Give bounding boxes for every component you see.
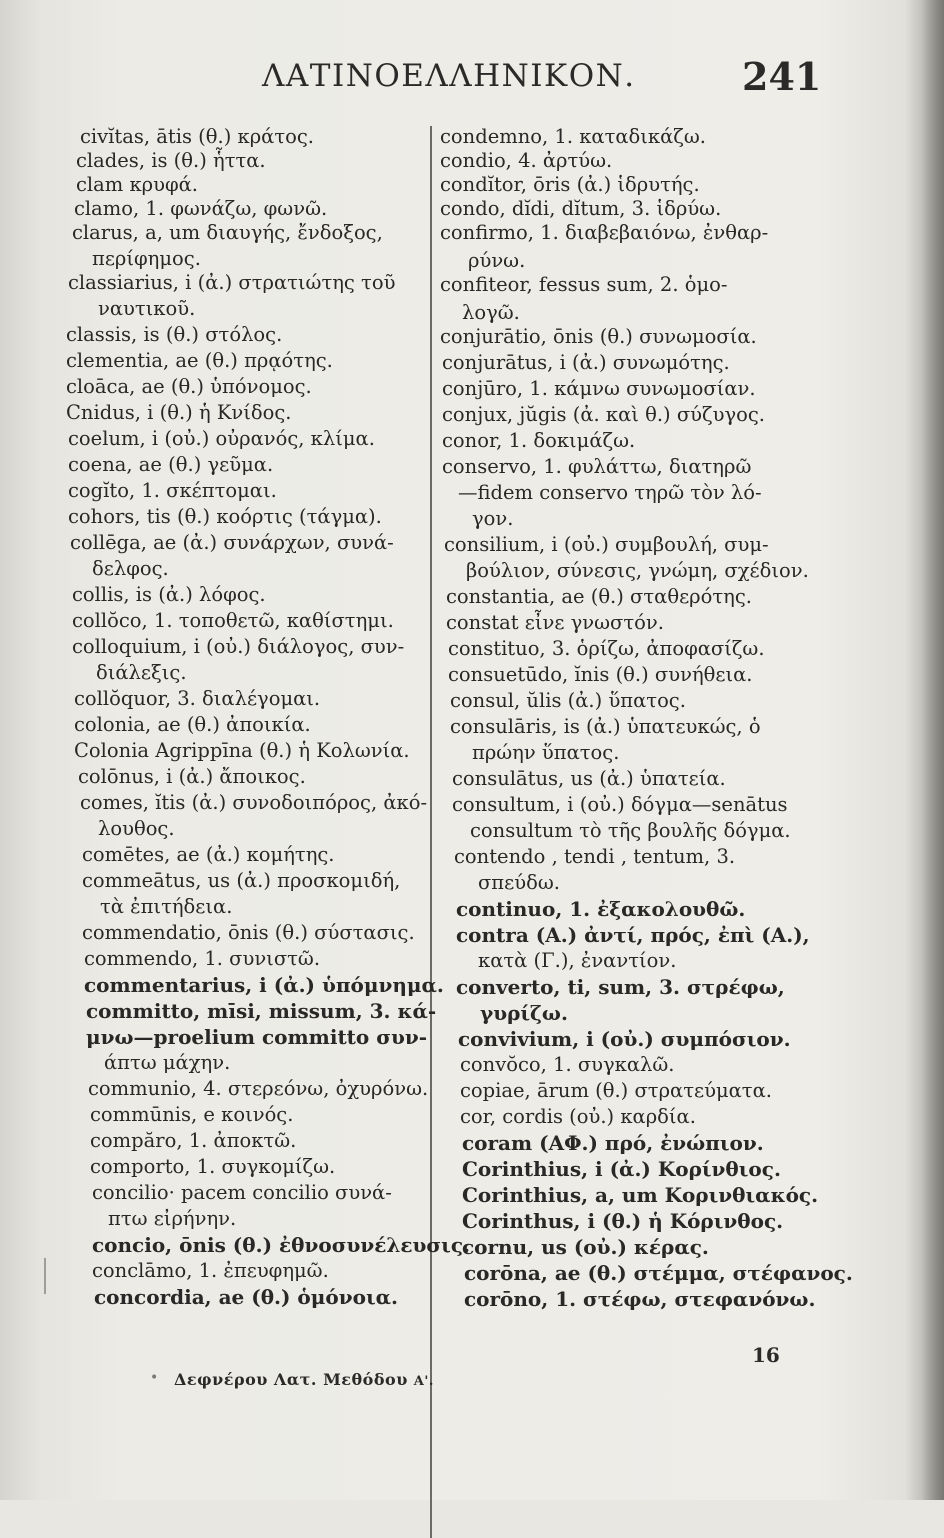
right-entry-line: κατὰ (Γ.), ἐναντίον.	[478, 949, 677, 972]
left-entry-line: clades, is (θ.) ἧττα.	[76, 149, 266, 172]
right-entry-line: consultum, i (οὐ.) δόγμα—senātus	[452, 793, 788, 816]
left-entry-line: compăro, 1. ἀποκτῶ.	[90, 1129, 297, 1152]
left-entry-line: clam κρυφά.	[76, 173, 198, 196]
left-entry-line: cohors, tis (θ.) κοόρτις (τάγμα).	[68, 505, 382, 528]
left-entry-line: classiarius, i (ἀ.) στρατιώτης τοῦ	[68, 271, 396, 294]
right-entry-line: consul, ŭlis (ἀ.) ὕπατος.	[450, 689, 686, 712]
right-entry-line: Corinthus, i (θ.) ἡ Κόρινθος.	[462, 1209, 784, 1233]
left-entry-line: ναυτικοῦ.	[98, 297, 196, 320]
left-entry-line: δελφος.	[92, 557, 169, 580]
left-entry-line: πτω εἰρήνην.	[108, 1207, 237, 1230]
left-entry-line: clamo, 1. φωνάζω, φωνῶ.	[74, 197, 328, 220]
right-entry-line: consulātus, us (ἀ.) ὑπατεία.	[452, 767, 726, 790]
right-entry-line: condĭtor, ōris (ἀ.) ἱδρυτής.	[440, 173, 700, 196]
right-entry-line: constituo, 3. ὁρίζω, ἀποφασίζω.	[448, 637, 765, 660]
right-entry-line: condo, dĭdi, dĭtum, 3. ἱδρύω.	[440, 197, 722, 220]
left-entry-line: communio, 4. στερεόνω, ὀχυρόνω.	[88, 1077, 429, 1100]
left-entry-line: coena, ae (θ.) γεῦμα.	[68, 453, 274, 476]
right-entry-line: Corinthius, a, um Κορινθιακός.	[462, 1183, 819, 1207]
left-entry-line: concordia, ae (θ.) ὁμόνοια.	[94, 1285, 398, 1309]
right-entry-line: confirmo, 1. διαβεβαιόνω, ἐνθαρ-	[440, 221, 769, 244]
gathering-number: 16	[752, 1343, 780, 1367]
left-entry-line: concilio· pacem concilio συνά-	[92, 1181, 392, 1204]
right-entry-line: σπεύδω.	[478, 871, 560, 894]
right-entry-line: πρώην ὕπατος.	[472, 741, 620, 764]
left-entry-line: comporto, 1. συγκομίζω.	[90, 1155, 336, 1178]
right-entry-line: condio, 4. ἀρτύω.	[440, 149, 613, 172]
signature-bullet: •	[150, 1370, 159, 1386]
left-entry-line: λουθος.	[98, 817, 175, 840]
right-entry-line: γυρίζω.	[480, 1001, 568, 1025]
left-entry-line: colonia, ae (θ.) ἀποικία.	[74, 713, 311, 736]
left-entry-line: colloquium, i (οὐ.) διάλογος, συν-	[72, 635, 405, 658]
left-entry-line: collŏco, 1. τοποθετῶ, καθίστημι.	[72, 609, 394, 632]
right-entry-line: continuo, 1. ἐξακολουθῶ.	[456, 897, 746, 921]
right-entry-line: constantia, ae (θ.) σταθερότης.	[446, 585, 752, 608]
right-entry-line: cor, cordis (οὐ.) καρδία.	[460, 1105, 696, 1128]
page-gutter-shadow	[922, 0, 944, 1500]
right-entry-line: contendo , tendi , tentum, 3.	[454, 845, 736, 868]
left-entry-line: commūnis, e κοινός.	[90, 1103, 294, 1126]
signature-text: Δεφνέρου Λατ. Μεθόδου	[174, 1370, 408, 1389]
right-entry-line: convivium, i (οὐ.) συμπόσιον.	[458, 1027, 791, 1051]
left-entry-line: τὰ ἐπιτήδεια.	[100, 895, 233, 918]
running-title: ΛΑΤΙΝΟΕΛΛΗΝΙΚΟΝ.	[262, 58, 636, 94]
page-header	[0, 52, 944, 112]
column-divider	[430, 126, 432, 1538]
right-entry-line: conor, 1. δοκιμάζω.	[442, 429, 636, 452]
right-entry-line: conjurātio, ōnis (θ.) συνωμοσία.	[440, 325, 757, 348]
right-entry-line: condemno, 1. καταδικάζω.	[440, 125, 706, 148]
right-entry-line: converto, ti, sum, 3. στρέφω,	[456, 975, 785, 999]
signature-number: Α'.	[413, 1374, 434, 1389]
right-entry-line: ρύνω.	[468, 249, 526, 272]
right-entry-line: conjūro, 1. κάμνω συνωμοσίαν.	[442, 377, 756, 400]
left-entry-line: comes, ĭtis (ἀ.) συνοδοιπόρος, ἀκό-	[80, 791, 428, 814]
right-entry-line: consilium, i (οὐ.) συμβουλή, συμ-	[444, 533, 769, 556]
left-entry-line: colōnus, i (ἀ.) ἄποικος.	[78, 765, 306, 788]
right-entry-line: confiteor, fessus sum, 2. ὁμο-	[440, 273, 728, 296]
printer-signature	[174, 1370, 434, 1389]
right-entry-line: consuetūdo, ĭnis (θ.) συνήθεια.	[448, 663, 753, 686]
right-entry-line: corōna, ae (θ.) στέμμα, στέφανος.	[464, 1261, 853, 1285]
right-entry-line: contra (Α.) ἀντί, πρός, ἐπὶ (Α.),	[456, 923, 810, 947]
left-entry-line: collŏquor, 3. διαλέγομαι.	[74, 687, 321, 710]
left-entry-line: περίφημος.	[92, 247, 201, 270]
right-entry-line: coram (ΑΦ.) πρό, ἐνώπιον.	[462, 1131, 764, 1155]
left-entry-line: cloāca, ae (θ.) ὑπόνομος.	[66, 375, 312, 398]
left-entry-line: civĭtas, ātis (θ.) κράτος.	[80, 125, 314, 148]
right-entry-line: constat εἶνε γνωστόν.	[446, 611, 664, 634]
left-entry-line: concio, ōnis (θ.) ἐθνοσυνέλευσις.	[92, 1233, 470, 1257]
right-entry-line: convŏco, 1. συγκαλῶ.	[460, 1053, 675, 1076]
left-entry-line: collis, is (ἀ.) λόφος.	[72, 583, 266, 606]
right-entry-line: consultum τὸ τῆς βουλῆς δόγμα.	[470, 819, 791, 842]
left-entry-line: cogĭto, 1. σκέπτομαι.	[68, 479, 277, 502]
left-entry-line: άπτω μάχην.	[104, 1051, 231, 1074]
left-entry-line: Colonia Agrippīna (θ.) ἡ Κολωνία.	[74, 739, 410, 762]
left-entry-line: comētes, ae (ἀ.) κομήτης.	[82, 843, 335, 866]
right-entry-line: conjux, jŭgis (ἀ. καὶ θ.) σύζυγος.	[442, 403, 765, 426]
right-entry-line: conservo, 1. φυλάττω, διατηρῶ	[442, 455, 752, 478]
left-entry-line: conclāmo, 1. ἐπευφημῶ.	[92, 1259, 329, 1282]
right-entry-line: consulāris, is (ἀ.) ὑπατευκώς, ὁ	[450, 715, 761, 738]
right-entry-line: conjurātus, i (ἀ.) συνωμότης.	[442, 351, 730, 374]
left-entry-line: commentarius, i (ἀ.) ὑπόμνημα.	[84, 973, 444, 997]
right-entry-line: λογῶ.	[462, 301, 520, 324]
page-number: 241	[742, 54, 822, 99]
right-entry-line: Corinthius, i (ἀ.) Κορίνθιος.	[462, 1157, 781, 1181]
margin-mark	[44, 1258, 46, 1294]
left-entry-line: coelum, i (οὐ.) οὐρανός, κλίμα.	[68, 427, 375, 450]
right-entry-line: cornu, us (οὐ.) κέρας.	[462, 1235, 709, 1259]
left-entry-line: commeātus, us (ἀ.) προσκομιδή,	[82, 869, 401, 892]
right-entry-line: —fidem conservo τηρῶ τὸν λό-	[458, 481, 762, 504]
left-entry-line: commendo, 1. συνιστῶ.	[84, 947, 321, 970]
left-entry-line: collēga, ae (ἀ.) συνάρχων, συνά-	[70, 531, 394, 554]
right-entry-line: corōno, 1. στέφω, στεφανόνω.	[464, 1287, 816, 1311]
left-entry-line: clarus, a, um διαυγής, ἔνδοξος,	[72, 221, 383, 244]
left-entry-line: μνω—proelium committo συν-	[86, 1025, 428, 1049]
right-entry-line: βούλιον, σύνεσις, γνώμη, σχέδιον.	[466, 559, 809, 582]
left-entry-line: Cnidus, i (θ.) ἡ Κνίδος.	[66, 401, 292, 424]
left-entry-line: clementia, ae (θ.) πρᾳότης.	[66, 349, 333, 372]
left-entry-line: commendatio, ōnis (θ.) σύστασις.	[82, 921, 415, 944]
right-entry-line: γον.	[472, 507, 514, 530]
left-entry-line: classis, is (θ.) στόλος.	[66, 323, 283, 346]
left-entry-line: committo, mīsi, missum, 3. κά-	[86, 999, 437, 1023]
right-entry-line: copiae, ārum (θ.) στρατεύματα.	[460, 1079, 772, 1102]
left-entry-line: διάλεξις.	[96, 661, 187, 684]
